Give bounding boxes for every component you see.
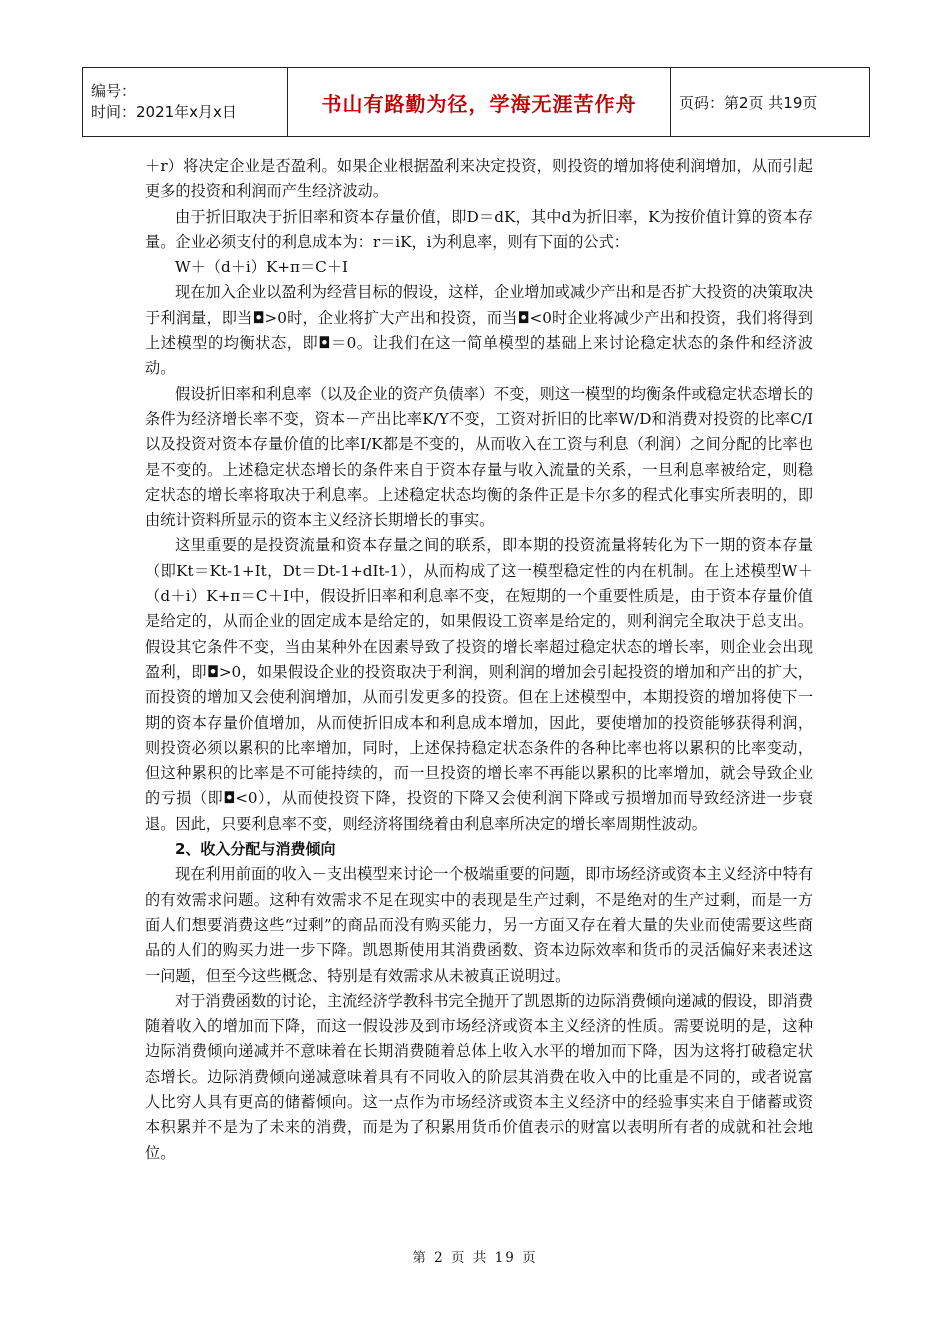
paragraph-7: 对于消费函数的讨论，主流经济学教科书完全抛开了凯恩斯的边际消费倾向递减的假设，即消费随着收入的增加而下降，而这一假设涉及到市场经济或资本主义经济的性质。需要说明的是，这种边际消费倾向递减并不意味着在长期消费随着总体上收入水平的增加而下降，因为这将打破稳定状态增长。边际消费倾向递减意味着具有不同收入的阶层其消费在收入中的比重是不同的，或者说富人比穷人具有更高的储蓄倾向。这一点作为市场经济或资本主义经济中的经验事实来自于储蓄或资本积累并不是为了未来的消费，而是为了积累用货币价值表示的财富以表明所有者的成就和社会地位。 xyxy=(145,991,813,1162)
document-date-label: 时间：2021年x月x日 xyxy=(91,103,237,121)
paragraph-6: 现在利用前面的收入－支出模型来讨论一个极端重要的问题，即市场经济或资本主义经济中特有的有效需求问题。这种有效需求不足在现实中的表现是生产过剩，不是绝对的生产过剩，而是一方面人们想要消费这些“过剩”的商品而没有购买能力，另一方面又存在着大量的失业而使需要这些商品的人们的购买力进一步下降。凯恩斯使用其消费函数、资本边际效率和货币的灵活偏好来表述这一问题，但至今这些概念、特别是有效需求从未被真正说明过。 xyxy=(145,865,813,985)
page-header xyxy=(82,67,870,137)
header-page-label: 页码：第2页 共19页 xyxy=(671,68,870,137)
page-footer: 第 2 页 共 19 页 xyxy=(412,1250,538,1266)
paragraph-2: 由于折旧取决于折旧率和资本存量价值，即D＝dK，其中d为折旧率，K为按价值计算的资本存量。企业必须支付的利息成本为：r＝iK，i为利息率，则有下面的公式： xyxy=(145,207,813,251)
paragraph-3: 现在加入企业以盈利为经营目标的假设，这样，企业增加或减少产出和是否扩大投资的决策取决于利润量，即当◘>0时，企业将扩大产出和投资，而当◘<0时企业将减少产出和投资，我们将得到上述模型的均衡状态，即◘＝0。让我们在这一简单模型的基础上来讨论稳定状态的条件和经济波动。 xyxy=(145,283,813,378)
paragraph-4: 假设折旧率和利息率（以及企业的资产负债率）不变，则这一模型的均衡条件或稳定状态增长的条件为经济增长率不变，资本－产出比率K/Y不变，工资对折旧的比率W/D和消费对投资的比率C/I以及投资对资本存量价值的比率I/K都是不变的，从而收入在工资与利息（利润）之间分配的比率也是不变的。上述稳定状态增长的条件来自于资本存量与收入流量的关系，一旦利息率被给定，则稳定状态的增长率将取决于利息率。上述稳定状态均衡的条件正是卡尔多的程式化事实所表明的，即由统计资料所显示的资本主义经济长期增长的事实。 xyxy=(145,384,813,530)
paragraph-5: 这里重要的是投资流量和资本存量之间的联系，即本期的投资流量将转化为下一期的资本存量（即Kt＝Kt-1+It，Dt＝Dt-1+dIt-1），从而构成了这一模型稳定性的内在机制。在上述模型W＋（d＋i）K+π＝C＋I中，假设折旧率和利息率不变，在短期的一个重要性质是，由于资本存量价值是给定的，从而企业的固定成本是给定的，如果假设工资率是给定的，则利润完全取决于总支出。假设其它条件不变，当由某种外在因素导致了投资的增长率超过稳定状态的增长率，则企业会出现盈利，即◘>0，如果假设企业的投资取决于利润，则利润的增加会引起投资的增加和产出的扩大，而投资的增加又会使利润增加，从而引发更多的投资。但在上述模型中，本期投资的增加将使下一期的资本存量价值增加，从而使折旧成本和利息成本增加，因此，要使增加的投资能够获得利润，则投资必须以累积的比率增加，同时，上述保持稳定状态条件的各种比率也将以累积的比率变动，但这种累积的比率是不可能持续的，而一旦投资的增长率不再能以累积的比率增加，就会导致企业的亏损（即◘<0），从而使投资下降，投资的下降又会使利润下降或亏损增加而导致经济进一步衰退。因此，只要利息率不变，则经济将围绕着由利息率所决定的增长率周期性波动。 xyxy=(145,536,813,833)
paragraph-1: ＋r）将决定企业是否盈利。如果企业根据盈利来决定投资，则投资的增加将使利润增加，从而引起更多的投资和利润而产生经济波动。 xyxy=(145,157,813,201)
section-heading: 2、收入分配与消费倾向 xyxy=(175,840,336,859)
header-info-cell xyxy=(83,68,288,137)
document-body xyxy=(145,154,813,1166)
formula: W＋（d＋i）K+π＝C＋I xyxy=(175,258,348,277)
header-motto: 书山有路勤为径，学海无涯苦作舟 xyxy=(288,68,671,137)
document-number-label: 编号： xyxy=(91,82,137,100)
